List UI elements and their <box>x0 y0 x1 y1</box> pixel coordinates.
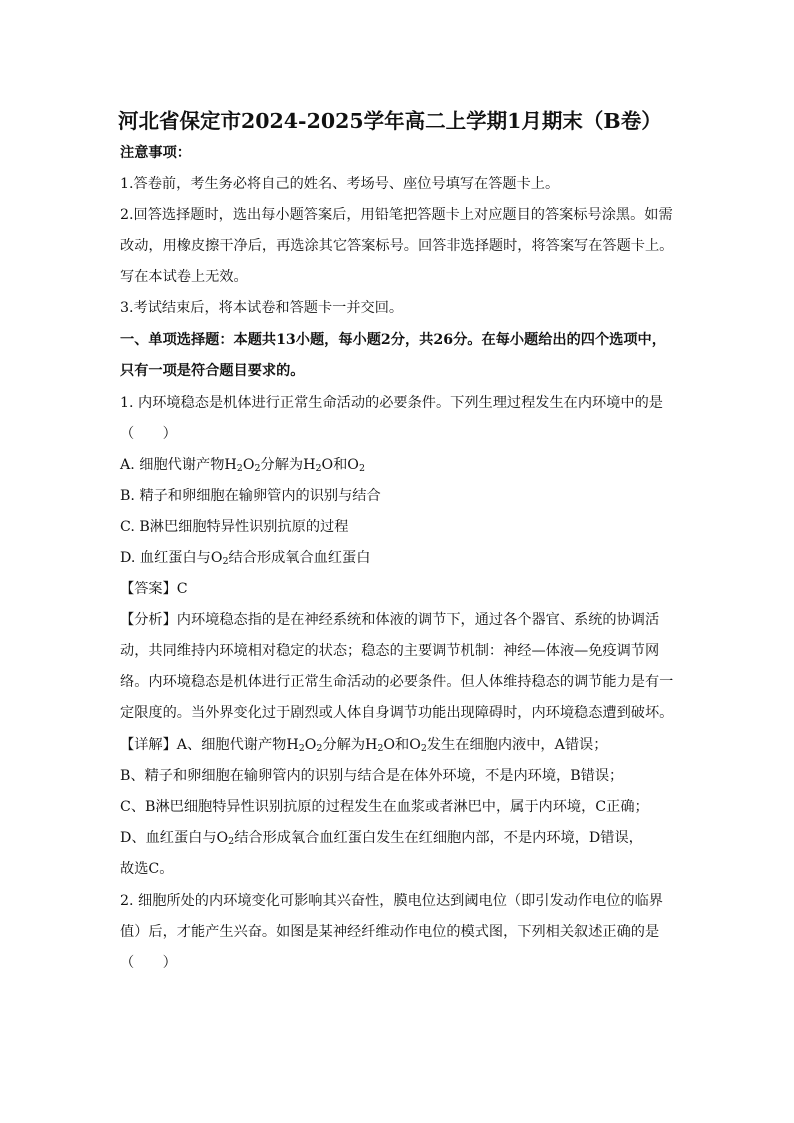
question-1-option-c: C. B淋巴细胞特异性识别抗原的过程 <box>120 519 349 535</box>
question-2-stem-line-2: 值）后，才能产生兴奋。如图是某神经纤维动作电位的模式图，下列相关叙述正确的是 <box>120 924 660 940</box>
question-1-option-a: A. 细胞代谢产物$H_2O_2$分解为$H_2O$和$O_2$ <box>120 457 365 474</box>
document-title: 河北省保定市2024-2025学年高二上学期1月期末（B卷） <box>118 109 662 133</box>
question-1-analysis-line-2: 动，共同维持内环境相对稳定的状态；稳态的主要调节机制：神经—体液—免疫调节网 <box>120 643 660 659</box>
question-1-answer: 【答案】C <box>120 581 188 597</box>
detail-label: 【详解】 <box>120 737 177 753</box>
question-2-stem-line-1: 2. 细胞所处的内环境变化可影响其兴奋性，膜电位达到阈电位（即引发动作电位的临界 <box>120 893 663 909</box>
question-1-analysis-line-3: 络。内环境稳态是机体进行正常生命活动的必要条件。但人体维持稳态的调节能力是有一 <box>120 674 674 690</box>
notice-item-2-line-1: 2.回答选择题时，选出每小题答案后，用铅笔把答题卡上对应题目的答案标号涂黑。如需 <box>120 207 673 223</box>
notice-item-3: 3.考试结束后，将本试卷和答题卡一并交回。 <box>120 300 404 316</box>
notice-item-1: 1.答卷前，考生务必将自己的姓名、考场号、座位号填写在答题卡上。 <box>120 176 560 192</box>
question-1-detail-c: C、B淋巴细胞特异性识别抗原的过程发生在血浆或者淋巴中，属于内环境，C正确； <box>120 799 649 815</box>
question-1-option-d: D. 血红蛋白与$O_2$结合形成氧合血红蛋白 <box>120 550 371 567</box>
question-1-analysis-line-4: 定限度的。当外界变化过于剧烈或人体自身调节功能出现障碍时，内环境稳态遭到破坏。 <box>120 705 674 721</box>
notice-item-2-line-2: 改动，用橡皮擦干净后，再选涂其它答案标号。回答非选择题时，将答案写在答题卡上。 <box>120 238 674 254</box>
question-1-analysis-line-1: 【分析】内环境稳态指的是在神经系统和体液的调节下，通过各个器官、系统的协调活 <box>120 612 660 628</box>
question-1-option-b: B. 精子和卵细胞在输卵管内的识别与结合 <box>120 488 381 504</box>
question-1-stem: 1. 内环境稳态是机体进行正常生命活动的必要条件。下列生理过程发生在内环境中的是 <box>120 395 663 411</box>
notice-heading: 注意事项： <box>120 145 191 161</box>
question-1-conclusion: 故选C。 <box>120 861 174 877</box>
question-1-blank: （ ） <box>120 426 177 442</box>
notice-item-2-line-3: 写在本试卷上无效。 <box>120 269 248 285</box>
section-1-heading-line-2: 只有一项是符合题目要求的。 <box>120 363 305 379</box>
analysis-label: 【分析】 <box>120 612 177 628</box>
section-1-heading-line-1: 一、单项选择题：本题共13小题，每小题2分，共26分。在每小题给出的四个选项中， <box>120 332 666 348</box>
question-1-detail-a: 【详解】A、细胞代谢产物$H_2O_2$分解为$H_2O$和$O_2$发生在细胞内液中，A错误； <box>120 737 608 754</box>
question-1-detail-b: B、精子和卵细胞在输卵管内的识别与结合是在体外环境，不是内环境，B错误； <box>120 768 624 784</box>
question-2-blank: （ ） <box>120 955 177 971</box>
question-1-detail-d: D、血红蛋白与$O_2$结合形成氧合血红蛋白发生在红细胞内部，不是内环境，D错误， <box>120 830 643 847</box>
